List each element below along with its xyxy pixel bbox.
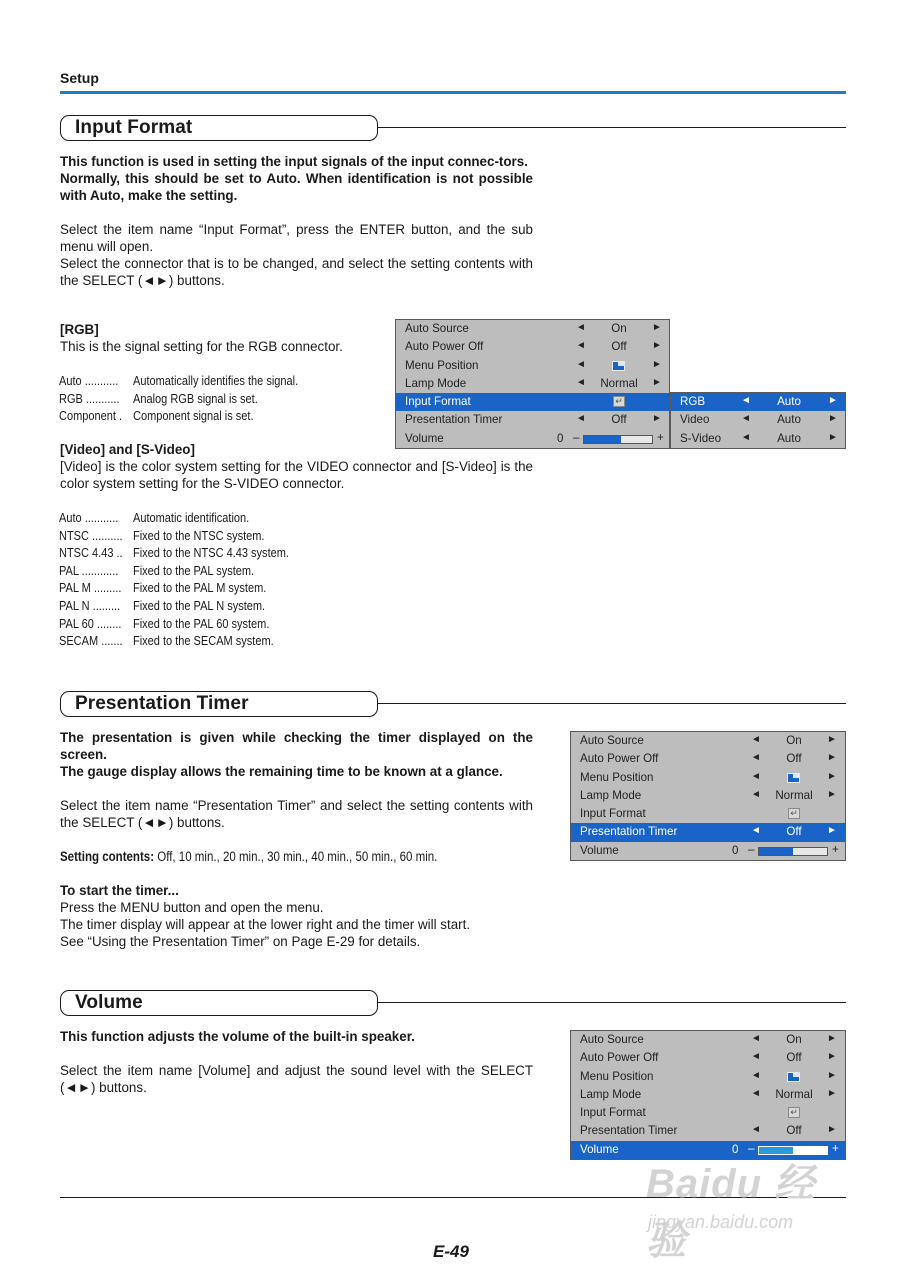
definition-row: PAL M ......... Fixed to the PAL M system. [59, 580, 267, 596]
arrow-left-icon[interactable]: ◄ [576, 322, 586, 333]
arrow-left-icon[interactable]: ◄ [576, 376, 586, 388]
volume-slider[interactable] [758, 847, 828, 856]
definition-row: PAL 60 ........ Fixed to the PAL 60 system. [59, 615, 270, 631]
header-rule [60, 91, 846, 94]
arrow-right-icon[interactable]: ► [828, 431, 838, 443]
menu-item-lamp-mode[interactable]: Lamp Mode ◄ Normal ► [580, 788, 837, 802]
arrow-right-icon[interactable]: ► [827, 1087, 837, 1099]
menu-position-icon [787, 1072, 800, 1082]
arrow-left-icon[interactable]: ◄ [751, 1033, 761, 1044]
watermark [636, 1152, 856, 1263]
arrow-right-icon[interactable]: ► [827, 734, 837, 745]
arrow-right-icon[interactable]: ► [828, 395, 838, 406]
arrow-left-icon[interactable]: ◄ [576, 413, 586, 425]
arrow-right-icon[interactable]: ► [827, 752, 837, 764]
menu-position-icon [787, 773, 800, 783]
arrow-left-icon[interactable]: ◄ [751, 770, 761, 782]
running-head: Setup [60, 70, 99, 86]
submenu-item-s-video[interactable]: S-Video ◄ Auto ► [680, 431, 838, 445]
menu-item-volume[interactable]: Volume 0 – + [405, 430, 664, 445]
intro-bold: This function adjusts the volume of the built-in speaker. [60, 1029, 415, 1044]
section-heading-volume [60, 990, 846, 1016]
arrow-left-icon[interactable]: ◄ [741, 395, 751, 406]
menu-item-input-format[interactable]: Input Format ↵ [571, 1104, 845, 1122]
menu-item-auto-power-off[interactable]: Auto Power Off ◄ Off ► [580, 752, 837, 766]
start-line-1: Press the MENU button and open the menu. [60, 900, 324, 915]
osd-menu-input-format [395, 319, 670, 449]
arrow-left-icon[interactable]: ◄ [751, 752, 761, 764]
arrow-left-icon[interactable]: ◄ [751, 788, 761, 800]
section-heading-input-format [60, 115, 846, 141]
intro-bold-2: Normally, this should be set to Auto. When identification is not possible with Auto, make the setting. [60, 171, 533, 203]
definition-row: Component . Component signal is set. [59, 408, 254, 424]
arrow-left-icon[interactable]: ◄ [751, 1087, 761, 1099]
volume-slider[interactable] [583, 435, 653, 444]
instruction-1: Select the item name “Input Format”, press the ENTER button, and the sub menu will open. [60, 222, 533, 254]
arrow-right-icon[interactable]: ► [827, 788, 837, 800]
menu-item-lamp-mode[interactable]: Lamp Mode ◄ Normal ► [580, 1087, 837, 1101]
arrow-left-icon[interactable]: ◄ [751, 1069, 761, 1081]
submenu-item-rgb[interactable]: RGB ◄ Auto ► [671, 393, 845, 411]
menu-item-presentation-timer[interactable]: Presentation Timer ◄ Off ► [571, 823, 845, 841]
menu-position-icon [612, 361, 625, 371]
menu-item-menu-position[interactable]: Menu Position ◄ ► [580, 1069, 837, 1083]
menu-item-input-format[interactable]: Input Format ↵ [571, 805, 845, 823]
arrow-right-icon[interactable]: ► [652, 322, 662, 333]
definition-row: PAL N ......... Fixed to the PAL N system. [59, 597, 266, 613]
menu-item-presentation-timer[interactable]: Presentation Timer ◄ Off ► [405, 413, 662, 427]
enter-icon[interactable]: ↵ [788, 808, 800, 819]
rgb-block [60, 321, 390, 355]
intro-bold-1: This function is used in setting the input signals of the input connec-tors. [60, 154, 528, 169]
menu-item-auto-source[interactable]: Auto Source ◄ On ► [580, 734, 837, 747]
menu-item-auto-source[interactable]: Auto Source ◄ On ► [580, 1033, 837, 1046]
setting-contents: Setting contents: Off, 10 min., 20 min., 30 min., 40 min., 50 min., 60 min. [60, 849, 438, 864]
section-title: Volume [75, 992, 143, 1013]
menu-item-input-format[interactable]: Input Format ↵ [396, 393, 669, 411]
menu-item-lamp-mode[interactable]: Lamp Mode ◄ Normal ► [405, 376, 662, 390]
rgb-desc: This is the signal setting for the RGB connector. [60, 339, 343, 354]
arrow-right-icon[interactable]: ► [652, 340, 662, 352]
menu-item-presentation-timer[interactable]: Presentation Timer ◄ Off ► [580, 1124, 837, 1138]
definition-row: NTSC .......... Fixed to the NTSC system. [59, 527, 265, 543]
watermark-logo-text: Baidu 经验 [646, 1162, 816, 1263]
menu-item-volume[interactable]: Volume 0 – + [580, 842, 839, 857]
intro-bold-2: The gauge display allows the remaining time to be known at a glance. [60, 764, 503, 779]
presentation-timer-text [60, 729, 533, 950]
arrow-right-icon[interactable]: ► [827, 1051, 837, 1063]
rgb-definition-list [59, 372, 325, 425]
rgb-heading: [RGB] [60, 322, 99, 337]
instruction: Select the item name “Presentation Timer” and select the setting contents with the SELECT (◄►) buttons. [60, 798, 533, 830]
arrow-left-icon[interactable]: ◄ [576, 340, 586, 352]
arrow-right-icon[interactable]: ► [827, 1033, 837, 1044]
definition-row: Auto ........... Automatically identifies the signal. [59, 373, 299, 388]
definition-row: SECAM ....... Fixed to the SECAM system. [59, 633, 274, 649]
section-heading-presentation-timer [60, 691, 846, 717]
menu-item-volume[interactable]: Volume 0 – + [571, 1141, 845, 1159]
volume-fill [584, 436, 621, 443]
watermark-url: jingyan.baidu.com [648, 1212, 794, 1232]
heading-rule [378, 1002, 846, 1003]
page-number: E-49 [433, 1242, 469, 1261]
arrow-right-icon[interactable]: ► [652, 376, 662, 388]
video-desc: [Video] is the color system setting for the VIDEO connector and [S-Video] is the color system setting for the S-VIDEO connector. [60, 459, 533, 491]
video-heading: [Video] and [S-Video] [60, 442, 195, 457]
arrow-right-icon[interactable]: ► [652, 413, 662, 425]
arrow-left-icon[interactable]: ◄ [751, 1051, 761, 1063]
submenu-item-video[interactable]: Video ◄ Auto ► [680, 413, 838, 427]
input-format-intro [60, 153, 533, 289]
menu-item-auto-power-off[interactable]: Auto Power Off ◄ Off ► [580, 1051, 837, 1065]
arrow-right-icon[interactable]: ► [828, 413, 838, 425]
video-definition-list [59, 509, 314, 650]
arrow-left-icon[interactable]: ◄ [751, 825, 761, 837]
section-title: Presentation Timer [75, 693, 249, 714]
arrow-left-icon[interactable]: ◄ [751, 734, 761, 745]
arrow-left-icon[interactable]: ◄ [751, 1124, 761, 1136]
definition-row: Auto ........... Automatic identification. [59, 510, 250, 525]
volume-text [60, 1028, 533, 1096]
volume-fill [759, 848, 793, 855]
instruction-2: Select the connector that is to be changed, and select the setting contents with the SELECT (◄►) buttons. [60, 256, 533, 288]
enter-icon[interactable]: ↵ [613, 396, 625, 407]
arrow-right-icon[interactable]: ► [827, 1069, 837, 1081]
heading-rule [378, 127, 846, 128]
enter-icon[interactable]: ↵ [788, 1107, 800, 1118]
arrow-right-icon[interactable]: ► [827, 770, 837, 782]
arrow-right-icon[interactable]: ► [827, 825, 837, 837]
start-heading: To start the timer... [60, 883, 179, 898]
definition-row: NTSC 4.43 .. Fixed to the NTSC 4.43 system. [59, 545, 289, 561]
definition-row: PAL ............ Fixed to the PAL system. [59, 562, 255, 578]
input-format-submenu [670, 392, 846, 449]
start-line-3: See “Using the Presentation Timer” on Page E-29 for details. [60, 934, 421, 949]
start-line-2: The timer display will appear at the lower right and the timer will start. [60, 917, 471, 932]
arrow-left-icon[interactable]: ◄ [576, 358, 586, 370]
menu-item-menu-position[interactable]: Menu Position ◄ ► [405, 358, 662, 372]
section-title: Input Format [75, 117, 193, 138]
menu-item-auto-power-off[interactable]: Auto Power Off ◄ Off ► [405, 340, 662, 354]
osd-menu-presentation-timer [570, 731, 846, 861]
intro-bold-1: The presentation is given while checking the timer displayed on the screen. [60, 730, 533, 762]
arrow-right-icon[interactable]: ► [652, 358, 662, 370]
heading-rule [378, 703, 846, 704]
osd-menu-volume [570, 1030, 846, 1160]
definition-row: RGB ........... Analog RGB signal is set. [59, 390, 258, 406]
menu-item-menu-position[interactable]: Menu Position ◄ ► [580, 770, 837, 784]
arrow-right-icon[interactable]: ► [827, 1124, 837, 1136]
arrow-left-icon[interactable]: ◄ [741, 413, 751, 425]
instruction: Select the item name [Volume] and adjust the sound level with the SELECT (◄►) buttons. [60, 1063, 533, 1095]
arrow-left-icon[interactable]: ◄ [741, 431, 751, 443]
menu-item-auto-source[interactable]: Auto Source ◄ On ► [405, 322, 662, 335]
